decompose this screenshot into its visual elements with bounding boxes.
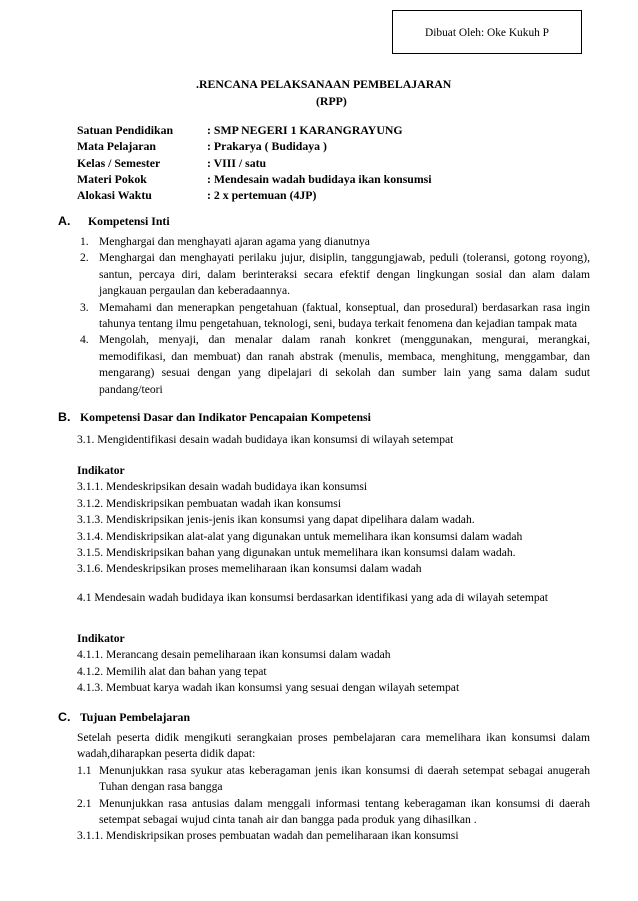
item-number: 4. <box>80 333 89 347</box>
document-title: .RENCANA PELAKSANAAN PEMBELAJARAN <box>196 77 452 91</box>
meta-key: Satuan Pendidikan <box>77 123 174 137</box>
section-letter: B. <box>58 410 71 424</box>
section-letter: C. <box>58 710 71 724</box>
meta-key: Kelas / Semester <box>77 155 161 170</box>
kd-text: 4.1 Mendesain wadah budidaya ikan konsumsi berdasarkan identifikasi yang ada di wilayah setempat <box>77 591 549 604</box>
item-text: Menghargai dan menghayati ajaran agama yang dianutnya <box>99 235 370 248</box>
item-number: 3. <box>80 300 89 314</box>
kd-text: 3.1. Mengidentifikasi desain wadah budidaya ikan konsumsi di wilayah setempat <box>77 433 454 446</box>
section-letter: A. <box>58 214 71 228</box>
item-text: Menunjukkan rasa antusias dalam menggali informasi tentang keberagaman ikan konsumsi di daerah setempat sebagai wujud cinta tanah air dan bangga pada produk yang dihasilkan . <box>99 796 590 827</box>
section-a-heading <box>58 213 170 229</box>
indikator-item: 3.1.3. Mendiskripsikan jenis-jenis ikan konsumsi yang dapat dipelihara dalam wadah. <box>77 513 475 527</box>
indikator-item: 4.1.3. Membuat karya wadah ikan konsumsi yang sesuai dengan wilayah setempat <box>77 681 460 695</box>
section-b-heading <box>58 409 371 425</box>
section-title: Kompetensi Dasar dan Indikator Pencapaian Kompetensi <box>80 410 371 424</box>
meta-value: : 2 x pertemuan (4JP) <box>207 188 317 203</box>
indikator-item: 3.1.5. Mendiskripsikan bahan yang digunakan untuk memelihara ikan konsumsi dalam wadah. <box>77 546 516 560</box>
author-text: Dibuat Oleh: Oke Kukuh P <box>425 27 550 39</box>
item-text: Menghargai dan menghayati perilaku jujur, disiplin, tanggungjawab, peduli (toleransi, gotong royong), santun, percaya diri, dalam berinteraksi secara efektif dengan lingkungan sosial dan alam dalam jangkauan pergaulan dan keberadaannya. <box>99 251 590 298</box>
item-text: Memahami dan menerapkan pengetahuan (faktual, konseptual, dan prosedural) berdasarkan rasa ingin tahunya tentang ilmu pengetahuan, teknologi, seni, budaya terkait fenomena dan kejadian tampak mata <box>99 300 590 331</box>
indikator-item: 3.1.2. Mendiskripsikan pembuatan wadah ikan konsumsi <box>77 496 342 510</box>
tujuan-item <box>77 763 590 796</box>
kompetensi-inti-list <box>77 234 590 398</box>
list-item <box>77 332 590 398</box>
meta-key: Mata Pelajaran <box>77 139 156 154</box>
indikator-item: 4.1.1. Merancang desain pemeliharaan ikan konsumsi dalam wadah <box>77 648 391 662</box>
tujuan-pembelajaran <box>77 730 590 845</box>
tujuan-intro: Setelah peserta didik mengikuti serangkaian proses pembelajaran cara memelihara ikan konsumsi dalam wadah,diharapkan peserta didik dapat: <box>77 731 590 761</box>
indikator-label: Indikator <box>77 464 125 477</box>
meta-value: : Prakarya ( Budidaya ) <box>207 139 327 154</box>
item-number: 1.1 <box>77 763 92 777</box>
section-title: Tujuan Pembelajaran <box>80 710 191 724</box>
document-subtitle: (RPP) <box>316 94 347 108</box>
item-number: 1. <box>80 235 89 248</box>
list-item <box>77 300 590 333</box>
item-text: Mengolah, menyaji, dan menalar dalam ranah konkret (menggunakan, mengurai, merangkai, memodifikasi, dan membuat) dan ranah abstrak (menulis, membaca, menghitung, menggambar, dan mengarang) sesuai dengan yang dipelajari di sekolah dan sumber lain yang sama dalam sudut pandang/teori <box>99 333 590 396</box>
kd-3-1 <box>77 432 590 448</box>
item-number: 2. <box>80 251 89 265</box>
meta-value: : VIII / satu <box>207 155 267 170</box>
list-item <box>77 234 590 250</box>
indikator-item: 4.1.2. Memilih alat dan bahan yang tepat <box>77 664 267 678</box>
item-text: Menunjukkan rasa syukur atas keberagaman jenis ikan konsumsi di daerah setempat sebagai anugerah Tuhan dengan rasa bangga <box>99 763 590 794</box>
section-title: Kompetensi Inti <box>88 214 170 228</box>
indikator-group-2 <box>77 631 590 697</box>
indikator-item: 3.1.1. Mendeskripsikan desain wadah budidaya ikan konsumsi <box>77 480 368 494</box>
item-number: 2.1 <box>77 796 92 810</box>
author-box <box>392 10 582 54</box>
meta-value: : SMP NEGERI 1 KARANGRAYUNG <box>207 123 403 137</box>
meta-value: : Mendesain wadah budidaya ikan konsumsi <box>207 171 432 186</box>
meta-key: Alokasi Waktu <box>77 188 152 203</box>
tujuan-last-item: 3.1.1. Mendiskripsikan proses pembuatan wadah dan pemeliharaan ikan konsumsi <box>77 829 459 843</box>
tujuan-item <box>77 796 590 829</box>
meta-key: Materi Pokok <box>77 171 147 186</box>
indikator-group-1 <box>77 463 590 578</box>
indikator-item: 3.1.6. Mendeskripsikan proses memeliharaan ikan konsumsi dalam wadah <box>77 562 422 576</box>
list-item <box>77 250 590 299</box>
indikator-label: Indikator <box>77 632 125 645</box>
kd-4-1 <box>77 590 590 606</box>
section-c-heading <box>58 709 191 725</box>
indikator-item: 3.1.4. Mendiskripsikan alat-alat yang digunakan untuk memelihara ikan konsumsi dalam wadah <box>77 529 523 543</box>
